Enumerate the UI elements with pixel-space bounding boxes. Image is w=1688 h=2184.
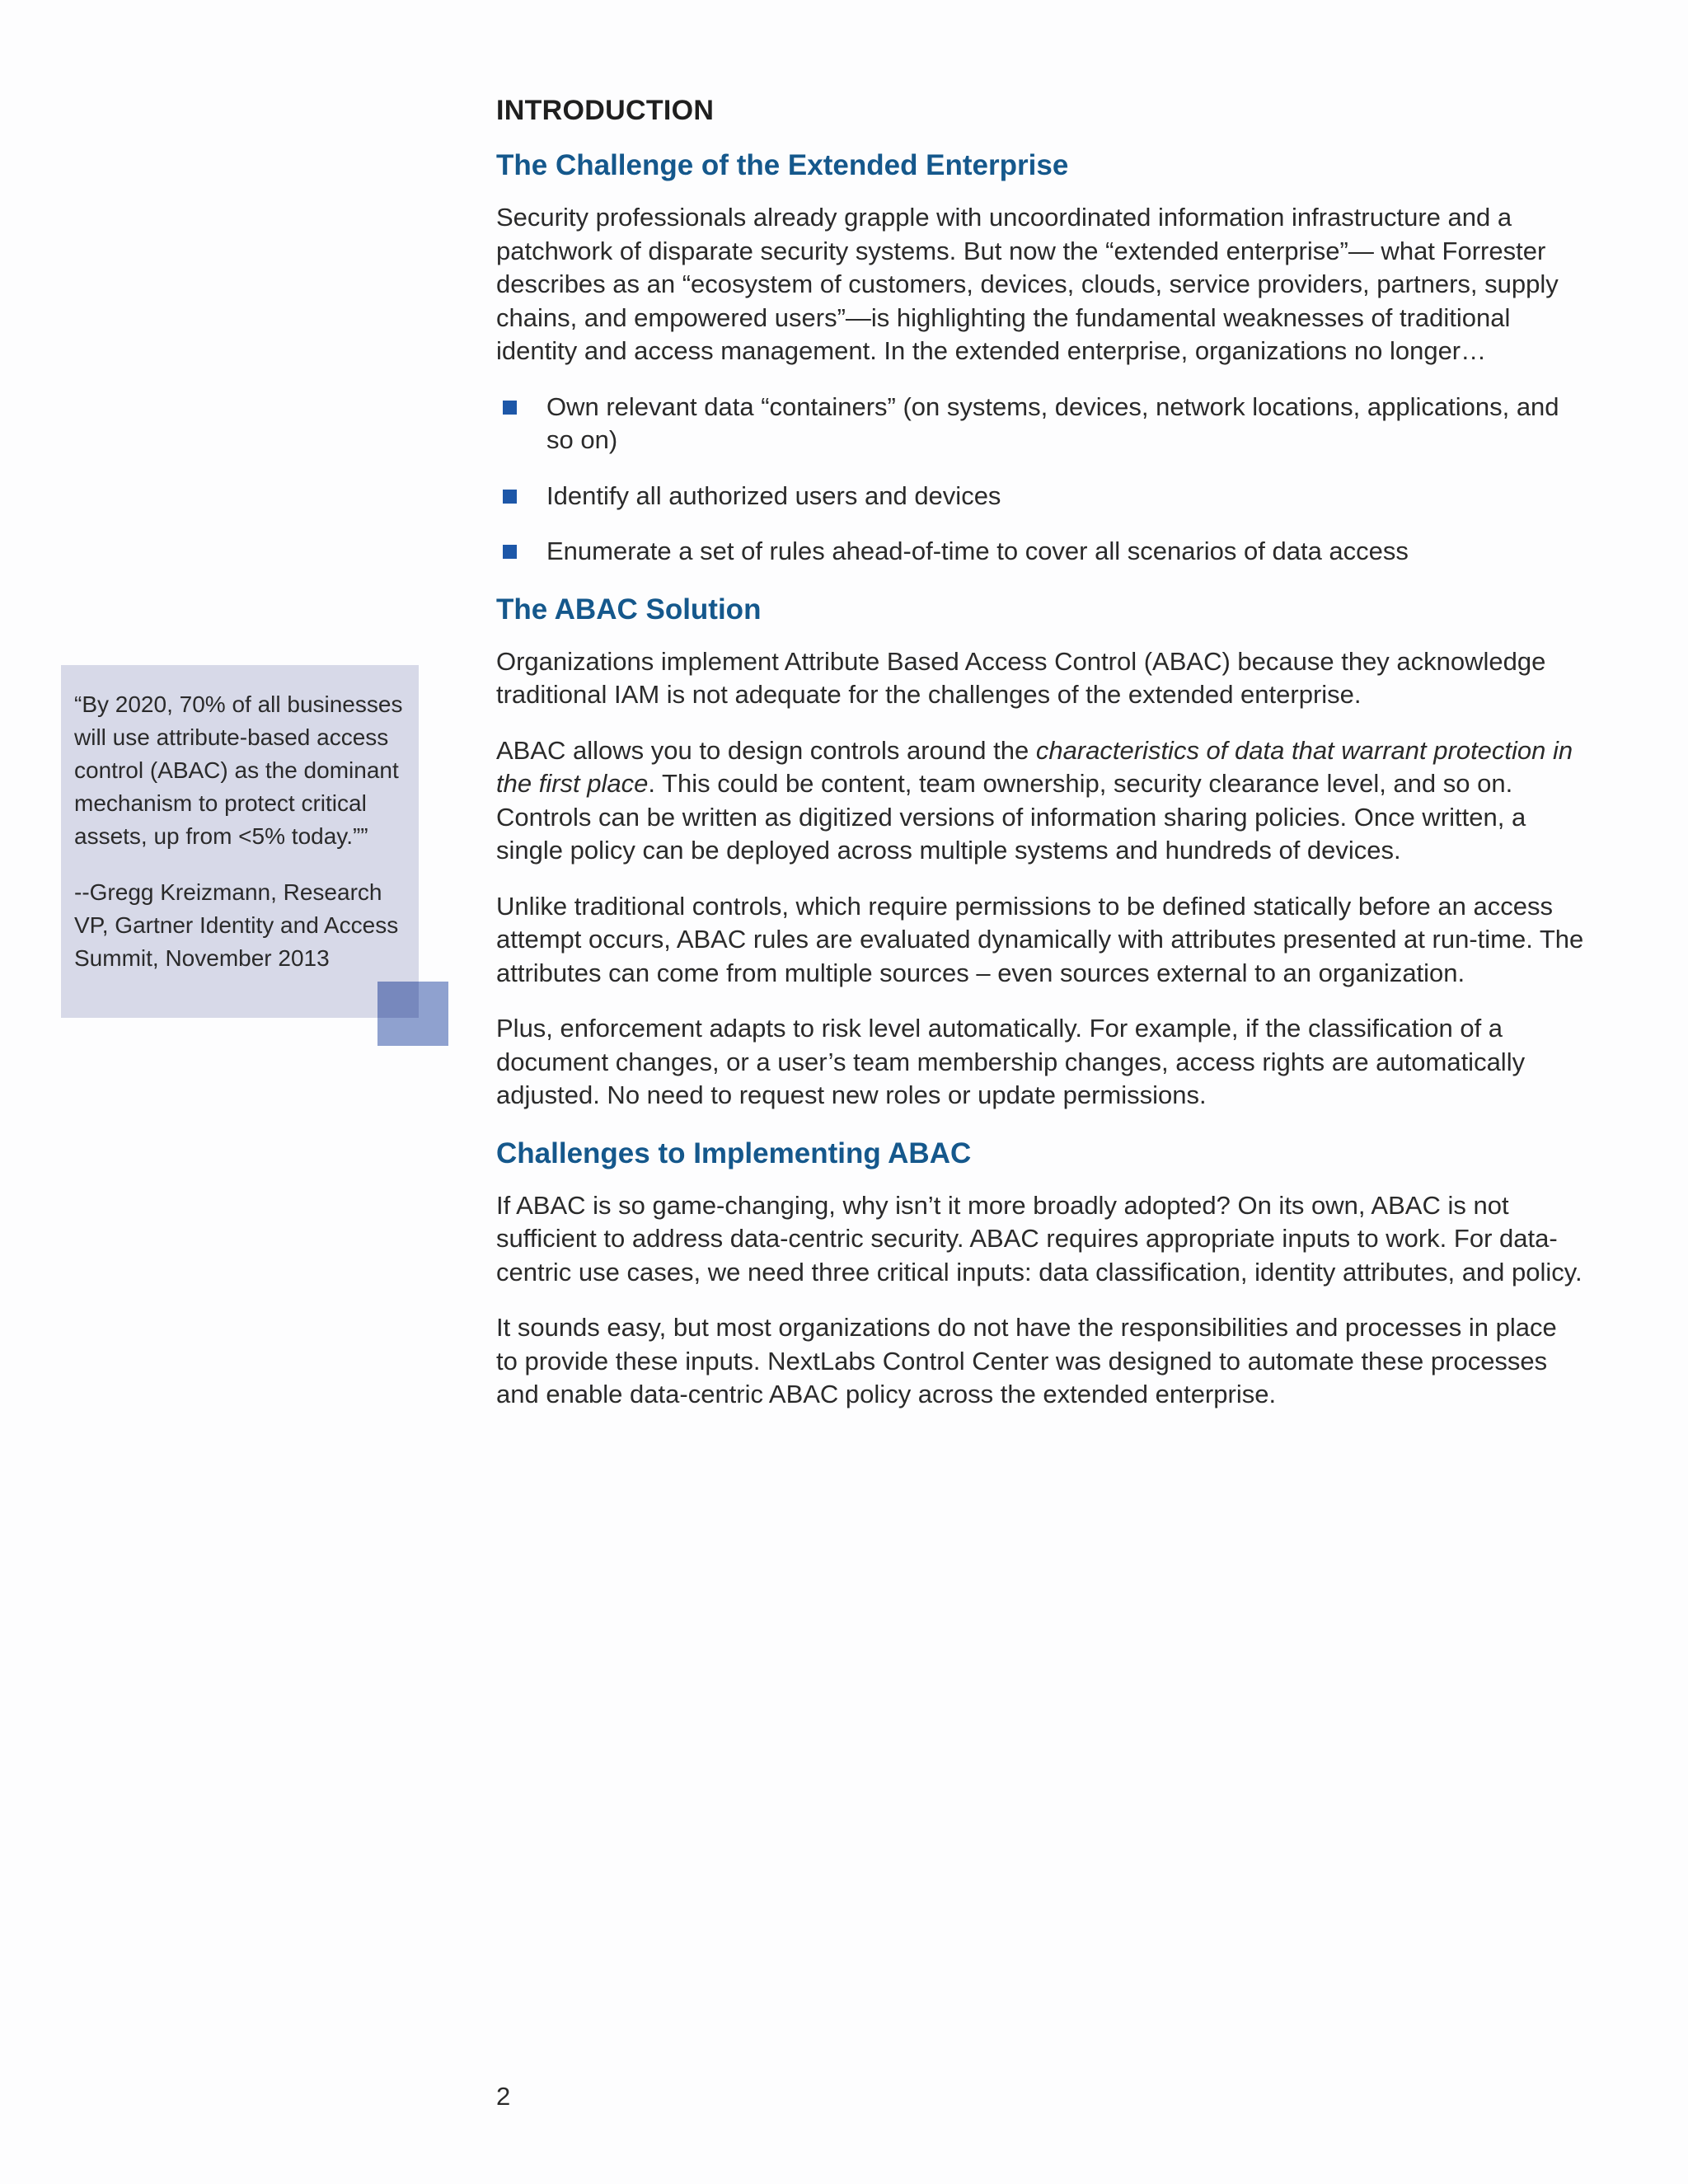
bullet-list <box>496 391 1584 569</box>
bullet-text: Identify all authorized users and devices <box>546 480 1001 510</box>
section-label: INTRODUCTION <box>496 95 715 126</box>
emphasized-text: characteristics of data that warrant protection in the first place <box>496 735 1573 798</box>
paragraph-abac-controls <box>496 734 1584 868</box>
paragraph-text: . This could be content, team ownership, security clearance level, and so on. Controls can be written as digitized versions of information sharing policies. Once written, a single policy can be deployed across multiple systems and hundreds of devices. <box>496 769 1526 865</box>
paragraph-challenges-inputs: If ABAC is so game-changing, why isn’t it more broadly adopted? On its own, ABAC is not sufficient to address data-centric security. ABAC requires appropriate inputs to work. For data-centric use cases, we need three critical inputs: data classification, identity attributes, and policy. <box>496 1190 1582 1286</box>
square-bullet-icon <box>503 401 517 415</box>
section-heading-challenges: Challenges to Implementing ABAC <box>496 1137 972 1169</box>
square-bullet-icon <box>503 545 517 559</box>
bullet-text: Own relevant data “containers” (on systems, devices, network locations, applications, and so on) <box>546 391 1559 454</box>
main-content <box>496 92 1584 1434</box>
paragraph-abac-dynamic: Unlike traditional controls, which require permissions to be defined statically before an access attempt occurs, ABAC rules are evaluated dynamically with attributes presented at run-time. The attributes can come from multiple sources – even sources external to an organization. <box>496 891 1584 987</box>
paragraph-abac-enforcement: Plus, enforcement adapts to risk level automatically. For example, if the classification of a document changes, or a user’s team membership changes, access rights are automatically adjusted. No need to request new roles or update permissions. <box>496 1014 1526 1109</box>
bullet-item <box>496 480 1584 513</box>
paragraph-abac-intro: Organizations implement Attribute Based Access Control (ABAC) because they acknowledge traditional IAM is not adequate for the challenges of the extended enterprise. <box>496 646 1546 709</box>
decorative-accent-overlap <box>377 982 419 1018</box>
paragraph-extended-enterprise: Security professionals already grapple with uncoordinated information infrastructure and a patchwork of disparate security systems. But now the “extended enterprise”— what Forrester describes as an “ecosystem of customers, devices, clouds, service providers, partners, supply chains, and empowered users”—is highlighting the fundamental weaknesses of traditional identity and access management. In the extended enterprise, organizations no longer… <box>496 203 1559 365</box>
section-heading-extended-enterprise: The Challenge of the Extended Enterprise <box>496 149 1069 181</box>
pull-quote-attribution: --Gregg Kreizmann, Research VP, Gartner Identity and Access Summit, November 2013 <box>74 879 399 971</box>
pull-quote-box <box>61 665 419 1018</box>
page-number: 2 <box>496 2082 511 2111</box>
paragraph-text: ABAC allows you to design controls around the <box>496 735 1036 765</box>
section-heading-abac-solution: The ABAC Solution <box>496 593 762 626</box>
bullet-item <box>496 535 1584 569</box>
bullet-item <box>496 391 1584 457</box>
paragraph-challenges-nextlabs: It sounds easy, but most organizations do not have the responsibilities and processes in place to provide these inputs. NextLabs Control Center was designed to automate these processes and enable data-centric ABAC policy across the extended enterprise. <box>496 1313 1557 1408</box>
pull-quote-text: “By 2020, 70% of all businesses will use attribute-based access control (ABAC) as the dominant mechanism to protect critical assets, up from <5% today.”” <box>74 691 403 849</box>
bullet-text: Enumerate a set of rules ahead-of-time to cover all scenarios of data access <box>546 537 1409 565</box>
square-bullet-icon <box>503 490 517 504</box>
